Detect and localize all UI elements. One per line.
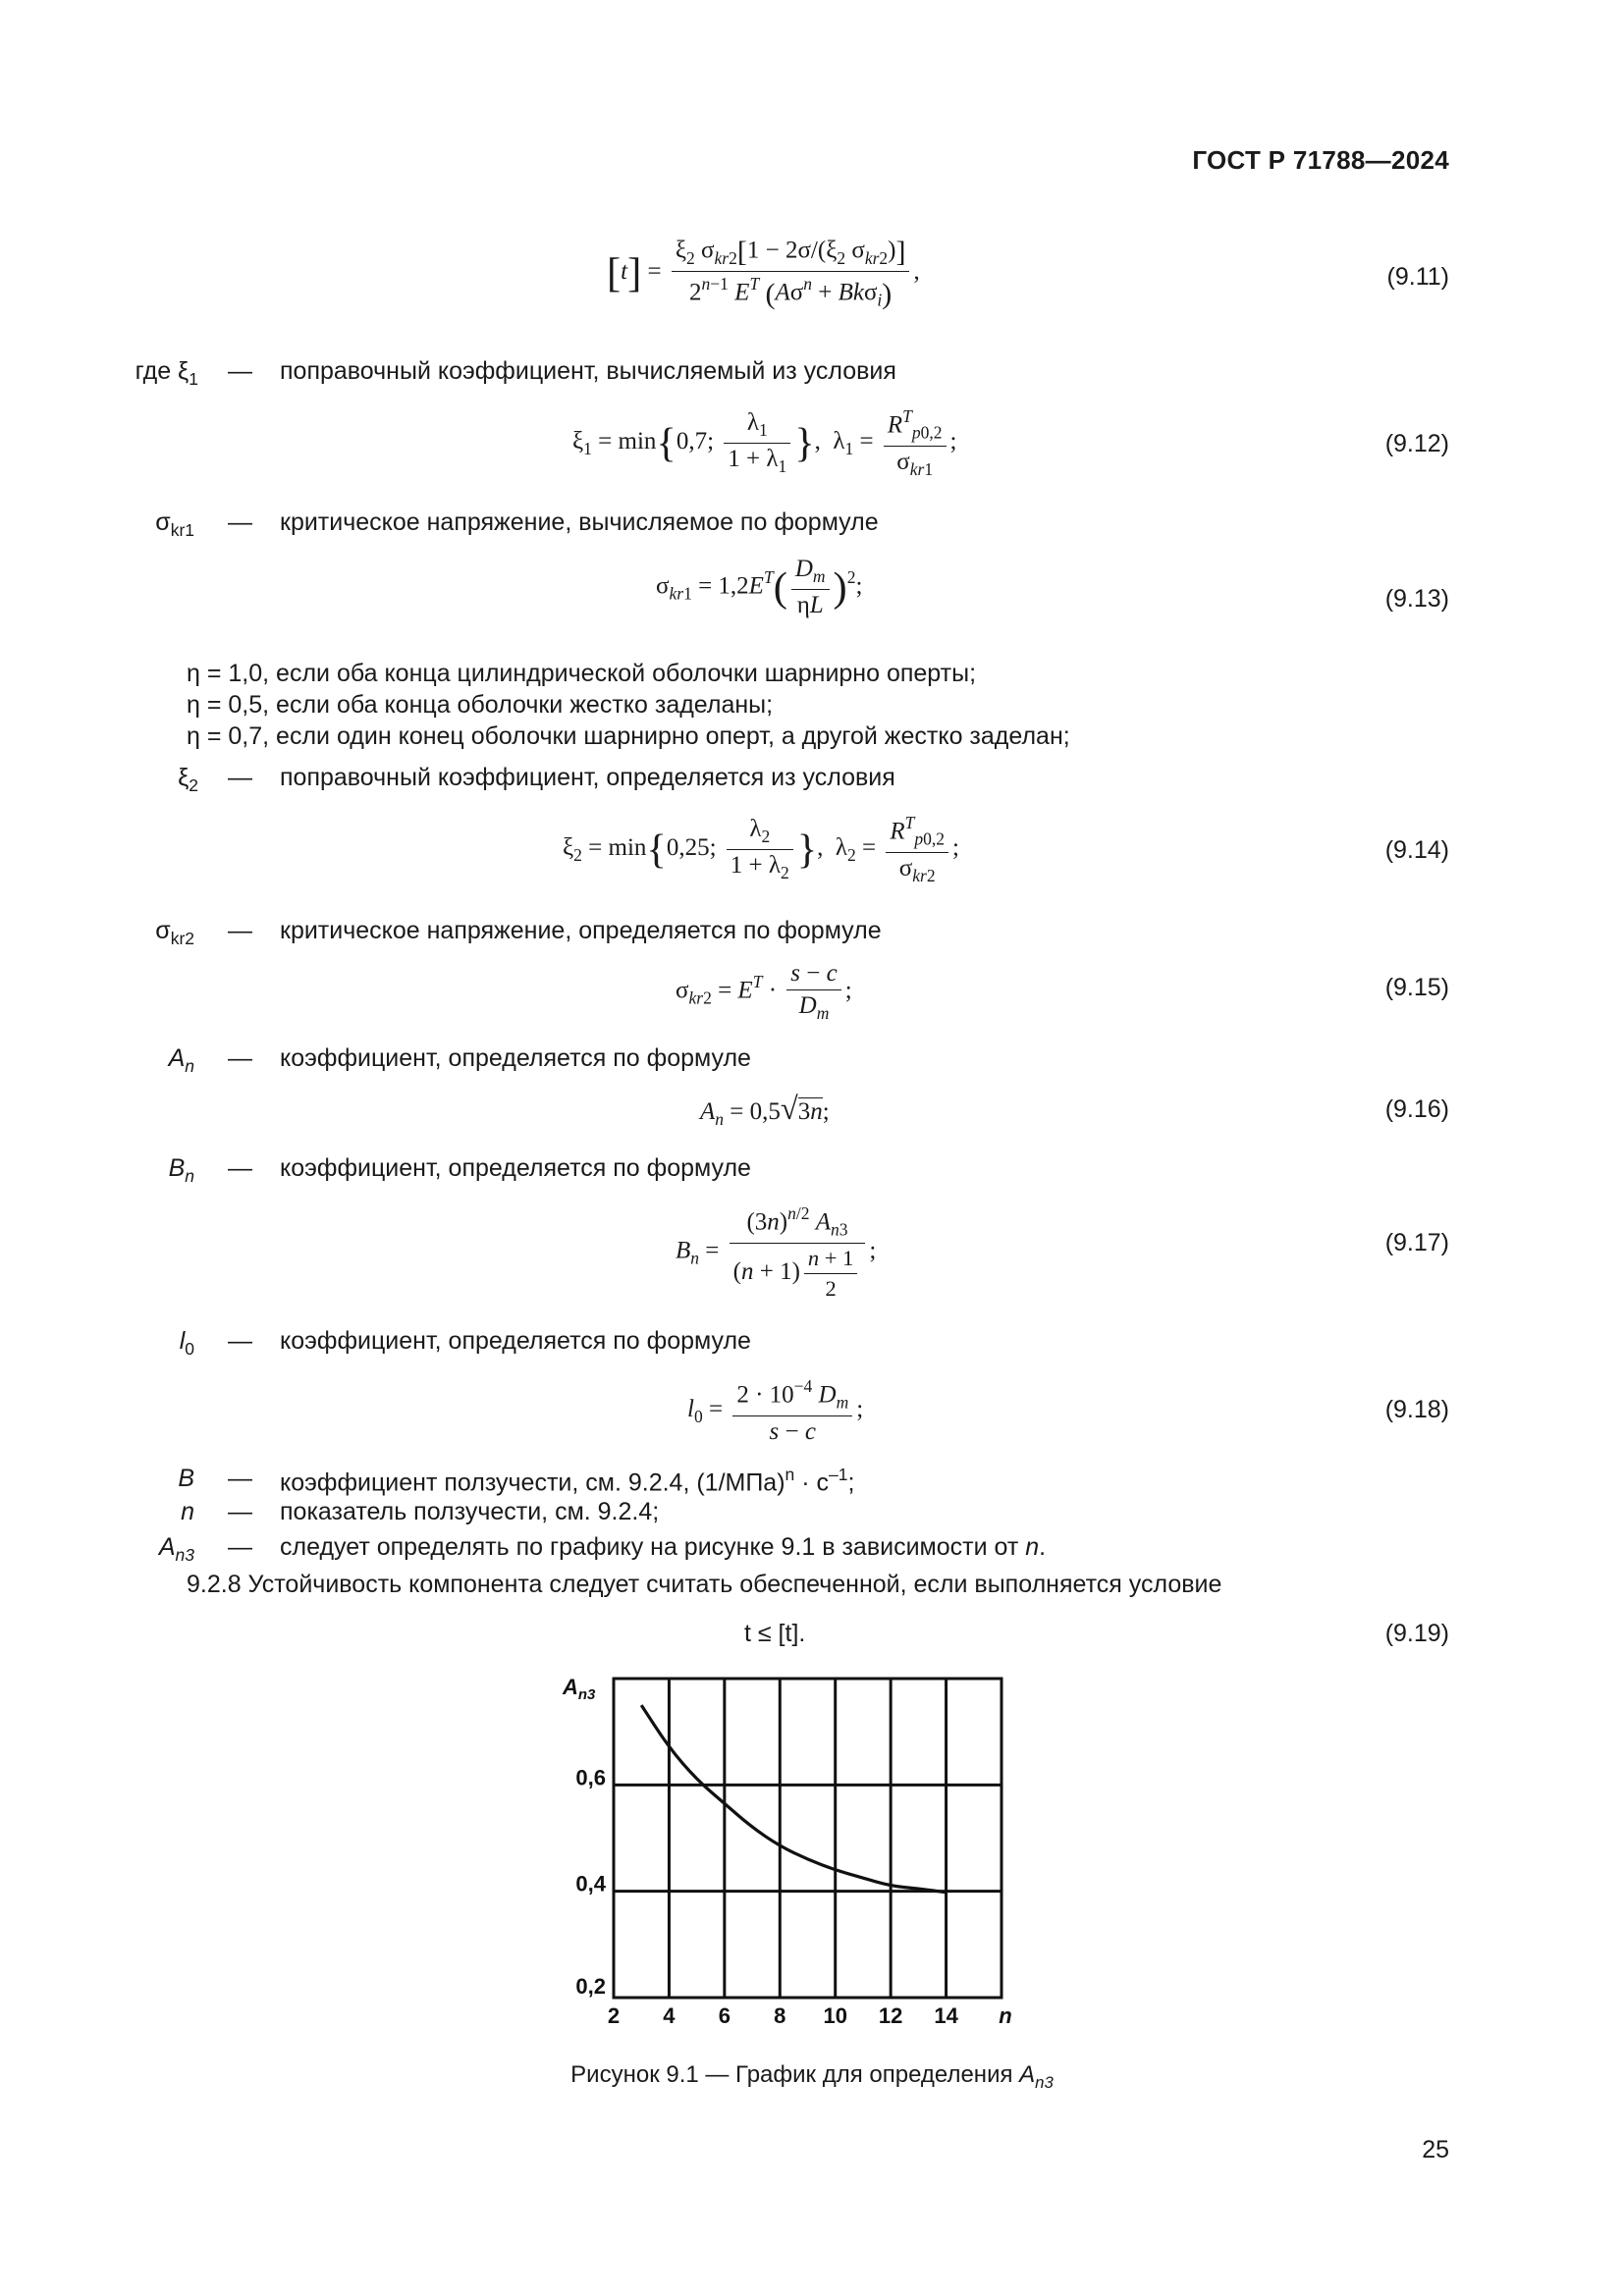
x-tick-label: 6 — [718, 2003, 731, 2028]
document-header: ГОСТ Р 71788—2024 — [1192, 145, 1449, 175]
term-xi1: где $\xi_1$ — [135, 357, 198, 390]
dash: — — [228, 1327, 252, 1355]
y-tick-label: 0,2 — [575, 1974, 606, 1999]
formula-9-12: $\xi_1 = \min\{0,7$; $\frac{\lambda_1}{1 + \lambda_1}$ }, $\lambda_1$ = $\frac{R^T_{p0,2}}{\sigma_{kr1}}$ ; — [572, 406, 957, 479]
dash: — — [228, 1533, 252, 1561]
formula-9-14: $\xi_2 = \min\{0,25$; $\frac{\lambda_2}{1 + \lambda_2}$ }, $\lambda_2$ = $\frac{R^T_{p0,2}}{\sigma_{kr2}}$ ; — [563, 813, 959, 885]
figure-9-1 — [550, 1659, 1021, 2052]
y-axis-label: $A_{n3}$ — [563, 1675, 596, 1703]
x-tick-label: 14 — [934, 2003, 958, 2028]
term-bn: $B_n$ — [168, 1154, 194, 1187]
term-skr1: $\sigma_{kr1}$ — [155, 508, 194, 541]
definition-text: критическое напряжение, определяется по формуле — [280, 917, 882, 944]
equation-number: (9.16) — [1384, 1095, 1449, 1123]
dash: — — [228, 1498, 252, 1525]
definition-text: поправочный коэффициент, вычисляемый из условия — [280, 357, 896, 385]
x-tick-label: 4 — [663, 2003, 676, 2028]
term-an: $A_n$ — [168, 1044, 194, 1077]
term-l0: $l_0$ — [179, 1327, 194, 1360]
dash: — — [228, 1465, 252, 1492]
y-tick-label: 0,4 — [575, 1871, 606, 1896]
y-axis-label-sub: n3 — [577, 1686, 596, 1703]
equation-number: (9.12) — [1384, 430, 1449, 457]
term-skr2: $\sigma_{kr2}$ — [155, 917, 194, 949]
x-tick-label: 10 — [823, 2003, 847, 2028]
formula-9-11: [t] = $\frac{\xi_2 \sigma_{kr2}[1 - 2\sigma/(\xi_2 \sigma_{kr2})]}{2^{n-1} E^T (A\sigma^n + Bk\sigma_i)}$ , — [607, 236, 920, 310]
equation-number: (9.14) — [1384, 836, 1449, 864]
an3-chart — [550, 1659, 1021, 2052]
term-an3: $A_{n3}$ — [158, 1533, 194, 1566]
dash: — — [228, 1154, 252, 1182]
equation-number: (9.15) — [1384, 974, 1449, 1001]
dash: — — [228, 357, 252, 385]
formula-9-16: $A_n = 0,5√3n$; — [700, 1092, 830, 1130]
equation-number: (9.17) — [1384, 1229, 1449, 1256]
x-tick-label: 12 — [878, 2003, 903, 2028]
dash: — — [228, 917, 252, 944]
document-page: ГОСТ Р 71788—2024 [t] = $\frac{\xi_2 \sigma_{kr2}[1 - 2\sigma/(\xi_2 \sigma_{kr2})]}{2^{n-1} E^T (A\sigma^n + Bk\sigma_i)}$ , (9.11) где $\xi_1$ — поправочный коэффициент, вычисляемый из условия $\xi_1 = \min\{0,7$; $\frac{\lambda_1}{1 + \lambda_1}$ }, $\lambda_1$ = $\frac{R^T_{p0,2}}{\sigma_{kr1}}$ ; (9.12) $\sigma_{kr1}$ — критическое напряжение, вычисляемое по формуле $\sigma_{kr1} = 1,2E^T$( $\frac{D_m}{\eta L}$ )$^2$; (9.13) η = 1,0, если оба конца цилиндрической оболочки шарнирно оперты; η = 0,5, если оба конца оболочки жестко заделаны; η = 0,7, если один конец оболочки шарнирно оперт, а другой жестко заделан; $\xi_2$ — поправочный коэффициент, определяется из условия $\xi_2 = \min\{0,25$; $\frac{\lambda_2}{1 + \lambda_2}$ }, $\lambda_2$ = $\frac{R^T_{p0,2}}{\sigma_{kr2}}$ ; (9.14) $\sigma_{kr2}$ — критическое напряжение, определяется по формуле $\sigma_{kr2} = E^T$ · $\frac{s - c}{D_m}$ ; (9.15) $A_n$ — коэффициент, определяется по формуле $A_n = 0,5√3n$; (9.16) $B_n$ — коэффициент, определяется по формуле $B_n$ = $(3n)^{n/2}$ $A_{n3}$ (n + 1) $\frac{n + 1}{2}$ ; (9.17) $l_0$ — коэффициент, определяется по формуле $l_0$ = $\frac{2 \cdot 10^{-4} D_m}{s - c}$ ; (9.18) B — коэффициент ползучести, см. 9.2.4, $(1/МПа)^n \cdot с^{-1}$; n — показатель ползучести, см. 9.2.4; $A_{n3}$ — следует определять по графику на рисунке 9.1 в зависимости от n. 9.2.8 Устойчивость компонента следует считать обеспеченной, если выполняется условие t ≤ [t]. (9.19) 2 4 6 8 10 12 14 n 0,2 0,4 0,6 $A_{n3}$ Рисунок 9.1 — График для определения $A_{n3}$ 25 — [0, 0, 1624, 2296]
equation-number: (9.19) — [1384, 1620, 1449, 1647]
term-xi2: $\xi_2$ — [178, 764, 198, 796]
figure-caption: Рисунок 9.1 — График для определения $A_{n3}$ — [570, 2061, 1054, 2092]
formula-9-13: $\sigma_{kr1} = 1,2E^T$( $\frac{D_m}{\eta L}$ )$^2$; — [656, 556, 863, 619]
term-n: n — [181, 1498, 194, 1525]
equation-number: (9.11) — [1386, 263, 1449, 291]
formula-9-15: $\sigma_{kr2} = E^T$ · $\frac{s - c}{D_m}$ ; — [676, 960, 852, 1024]
definition-text: критическое напряжение, вычисляемое по формуле — [280, 508, 879, 536]
equation-number: (9.13) — [1384, 585, 1449, 613]
dash: — — [228, 1044, 252, 1072]
dash: — — [228, 508, 252, 536]
definition-text: коэффициент, определяется по формуле — [280, 1044, 751, 1072]
definition-text: показатель ползучести, см. 9.2.4; — [280, 1498, 660, 1525]
definition-text: коэффициент, определяется по формуле — [280, 1154, 751, 1182]
plot-frame — [614, 1679, 1001, 1998]
x-tick-label: 8 — [774, 2003, 786, 2028]
y-tick-label: 0,6 — [575, 1765, 606, 1790]
x-tick-label: 2 — [607, 2003, 621, 2028]
series-line — [641, 1705, 946, 1893]
definition-text: поправочный коэффициент, определяется из условия — [280, 764, 895, 791]
definition-text: следует определять по графику на рисунке 9.1 в зависимости от n. — [280, 1533, 1047, 1561]
definition-text: коэффициент ползучести, см. 9.2.4, $(1/МПа)^n \cdot с^{-1}$; — [280, 1465, 855, 1497]
formula-9-18: $l_0$ = $\frac{2 \cdot 10^{-4} D_m}{s - c}$ ; — [687, 1376, 864, 1445]
formula-9-19: t ≤ [t]. — [744, 1620, 806, 1647]
formula-9-17: $B_n$ = $(3n)^{n/2}$ $A_{n3}$ (n + 1) $\frac{n + 1}{2}$ ; — [676, 1203, 877, 1301]
x-axis-label: n — [999, 2003, 1012, 2028]
term-b: B — [178, 1465, 194, 1492]
dash: — — [228, 764, 252, 791]
definition-text: коэффициент, определяется по формуле — [280, 1327, 751, 1355]
equation-number: (9.18) — [1384, 1396, 1449, 1423]
page-number: 25 — [1422, 2136, 1449, 2163]
